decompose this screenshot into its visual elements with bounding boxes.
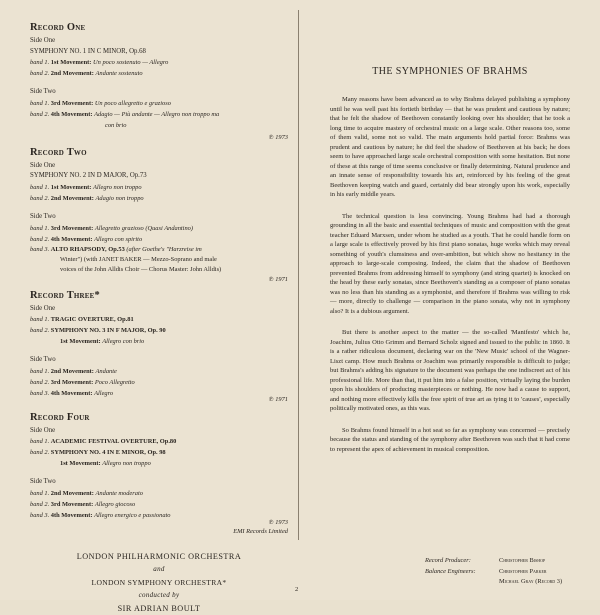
record-title: Record Two <box>30 146 87 158</box>
essay-heading: THE SYMPHONIES OF BRAHMS <box>372 66 528 77</box>
band-line: band 2. 3rd Movement: Allegro giocoso <box>30 500 136 508</box>
production-credits <box>425 556 562 588</box>
side-label: Side One <box>30 161 56 169</box>
work-title: SYMPHONY NO. 2 IN D MAJOR, Op.73 <box>30 172 147 180</box>
record-one <box>30 22 288 143</box>
band-continuation: Winter") (with JANET BAKER — Mezzo-Soprano and male <box>60 255 217 263</box>
phonogram-date: ℗ 1971 <box>268 275 288 283</box>
band-line: band 1. 3rd Movement: Un poco allegretto e grazioso <box>30 99 171 107</box>
side-label: Side One <box>30 37 56 44</box>
band-line: band 2. 2nd Movement: Andante sostenuto <box>30 70 143 78</box>
column-divider <box>298 10 299 540</box>
engineer-name: Michael Gray (Record 3) <box>499 578 563 585</box>
band-line: band 2. 4th Movement: Allegro con spirito <box>30 235 143 243</box>
and-text: and <box>153 564 165 573</box>
page-number: 2 <box>295 586 299 593</box>
side-label: Side One <box>30 304 56 312</box>
engineer-name: Christopher Parker <box>499 567 547 575</box>
side-label: Side Two <box>30 88 56 96</box>
essay-paragraph: So Brahms found himself in a hot seat so far as symphony was concerned — precisely because the status and standing of the symphony after Beethoven was such that it had come to represent the apex of achievement in musical composition. <box>330 426 570 453</box>
band-line: 1st Movement: Allegro con brio <box>60 338 145 346</box>
band-line: band 2. 3rd Movement: Poco Allegretto <box>30 378 135 386</box>
band-line: band 1. 2nd Movement: Andante <box>30 367 117 375</box>
band-line: band 1. 1st Movement: Allegro non troppo <box>30 183 142 191</box>
side-label: Side One <box>30 426 56 434</box>
record-title: Record One <box>30 22 86 33</box>
band-continuation: voices of the John Alldis Choir — Chorus Master: John Alldis) <box>60 265 222 273</box>
producer-name: Christopher Bishop <box>499 557 546 564</box>
side-label: Side Two <box>30 356 56 364</box>
band-line: band 1. 1st Movement: Un poco sostenuto — Allegro <box>30 59 169 67</box>
conducted-by-text: conducted by <box>138 590 180 599</box>
band-continuation: con brio <box>105 121 127 129</box>
band-line: band 2. 4th Movement: Adagio — Più andante — Allegro non troppo ma <box>30 110 220 118</box>
record-title: Record Three* <box>30 289 100 301</box>
band-line: band 3. 4th Movement: Allegro energico e passionato <box>30 511 171 519</box>
record-label-name: EMI Records Limited <box>233 527 288 535</box>
performers <box>30 550 288 615</box>
band-line: band 1. 3rd Movement: Allegretto grazioso (Quasi Andantino) <box>30 224 193 232</box>
essay-paragraph: The technical question is less convincing. Young Brahms had had a thorough grounding in all the basic and essential techniques of music and composition with the great teacher Eduard Marxsen, under whom he studied as a youth. That he could handle form on a large scale is effectively proved by his first piano sonatas, huge works which may reveal something of youth's clumsiness and over-ambition, but which show no hesitancy in the approach to large-scale composing. Indeed, the claim that the shadow of Beethoven prevented Brahms from addressing himself to symphony (and string quartet) is knocked on the head by these early sonatas, since Beethoven's standing as a composer of piano sonatas was no less than his standing as a symphonist, and therefore if Brahms was willing to risk — more, directly to challenge — comparison in the piano sonata, why not in symphony also? It is a dubious argument. <box>330 212 570 315</box>
band-line: band 1. ACADEMIC FESTIVAL OVERTURE, Op.80 <box>30 438 177 446</box>
orchestra-lso: LONDON SYMPHONY ORCHESTRA* <box>91 577 227 587</box>
band-line: band 1. 2nd Movement: Andante moderato <box>30 489 143 497</box>
band-line: band 2. SYMPHONY NO. 4 IN E MINOR, Op. 98 <box>30 449 166 457</box>
side-label: Side Two <box>30 478 56 486</box>
conductor-name: SIR ADRIAN BOULT <box>117 603 201 613</box>
band-line: band 1. TRAGIC OVERTURE, Op.81 <box>30 316 134 324</box>
essay-paragraph: But there is another aspect to the matter — the so-called 'Manifesto' which he, Joachim, Julius Otto Grimm and Bernard Scholz signed and issued to the public in 1860. It is a rather ridiculous document, declaring war on the 'New Music' school of the Wagner-Liszt camp. How much Brahms or Joachim was primarily responsible is difficult to judge; but Brahms's adding his signature to the document was perhaps the one indiscreet act of his professional life. More than that, it put him into a false position, virtually laying the burden upon his shoulders of producing masterpieces or nothing. He now had a cause to support, and nothing more effectively kills the free spirit of true art as tying it to 'causes', especially politically motivated ones, as this was. <box>330 329 570 412</box>
band-line: band 2. SYMPHONY NO. 3 IN F MAJOR, Op. 90 <box>30 327 166 335</box>
phonogram-date: ℗ 1971 <box>268 395 288 403</box>
orchestra-lpo: LONDON PHILHARMONIC ORCHESTRA <box>76 551 242 561</box>
work-title: SYMPHONY NO. 1 IN C MINOR, Op.68 <box>30 47 146 55</box>
essay-paragraph: Many reasons have been advanced as to why Brahms delayed publishing a symphony until he was well past his fortieth birthday — that he was prudent and cautious by nature; that he felt the shadow of Beethoven constantly looking over his shoulder; that he took a long time to acquire mastery of orchestral music on a large scale. Other reasons too, some of them valid, some not so valid. The main arguments hold partial force: Brahms was prudent and cautious by nature; he did feel the shadow of Beethoven at his back; he does seem to have approached large scale orchestral composition with some hesitation. But none of these at this range of time seems conclusive or finally determining. Natural prudence and an innate sense of responsibility towards his art, reinforced by his feeling of the great Beethoven keeping watch and guard, certainly did bear strongly upon his work, especially in his early middle years. <box>330 96 570 198</box>
essay <box>330 22 570 466</box>
phonogram-date: ℗ 1973 <box>268 518 288 526</box>
band-line: band 3. ALTO RHAPSODY, Op.53 (after Goethe's "Harzreise im <box>30 245 202 253</box>
track-listing <box>30 22 288 615</box>
band-line: band 3. 4th Movement: Allegro <box>30 389 114 397</box>
record-title: Record Four <box>30 411 90 423</box>
band-line: band 2. 2nd Movement: Adagio non troppo <box>30 194 144 202</box>
record-four <box>30 412 288 536</box>
side-label: Side Two <box>30 212 56 220</box>
band-line: 1st Movement: Allegro non troppo <box>60 460 151 468</box>
producer-label: Record Producer: <box>425 557 471 564</box>
record-three <box>30 290 288 404</box>
record-two <box>30 147 288 284</box>
phonogram-date: ℗ 1973 <box>268 133 288 141</box>
engineers-label: Balance Engineers: <box>425 567 476 575</box>
